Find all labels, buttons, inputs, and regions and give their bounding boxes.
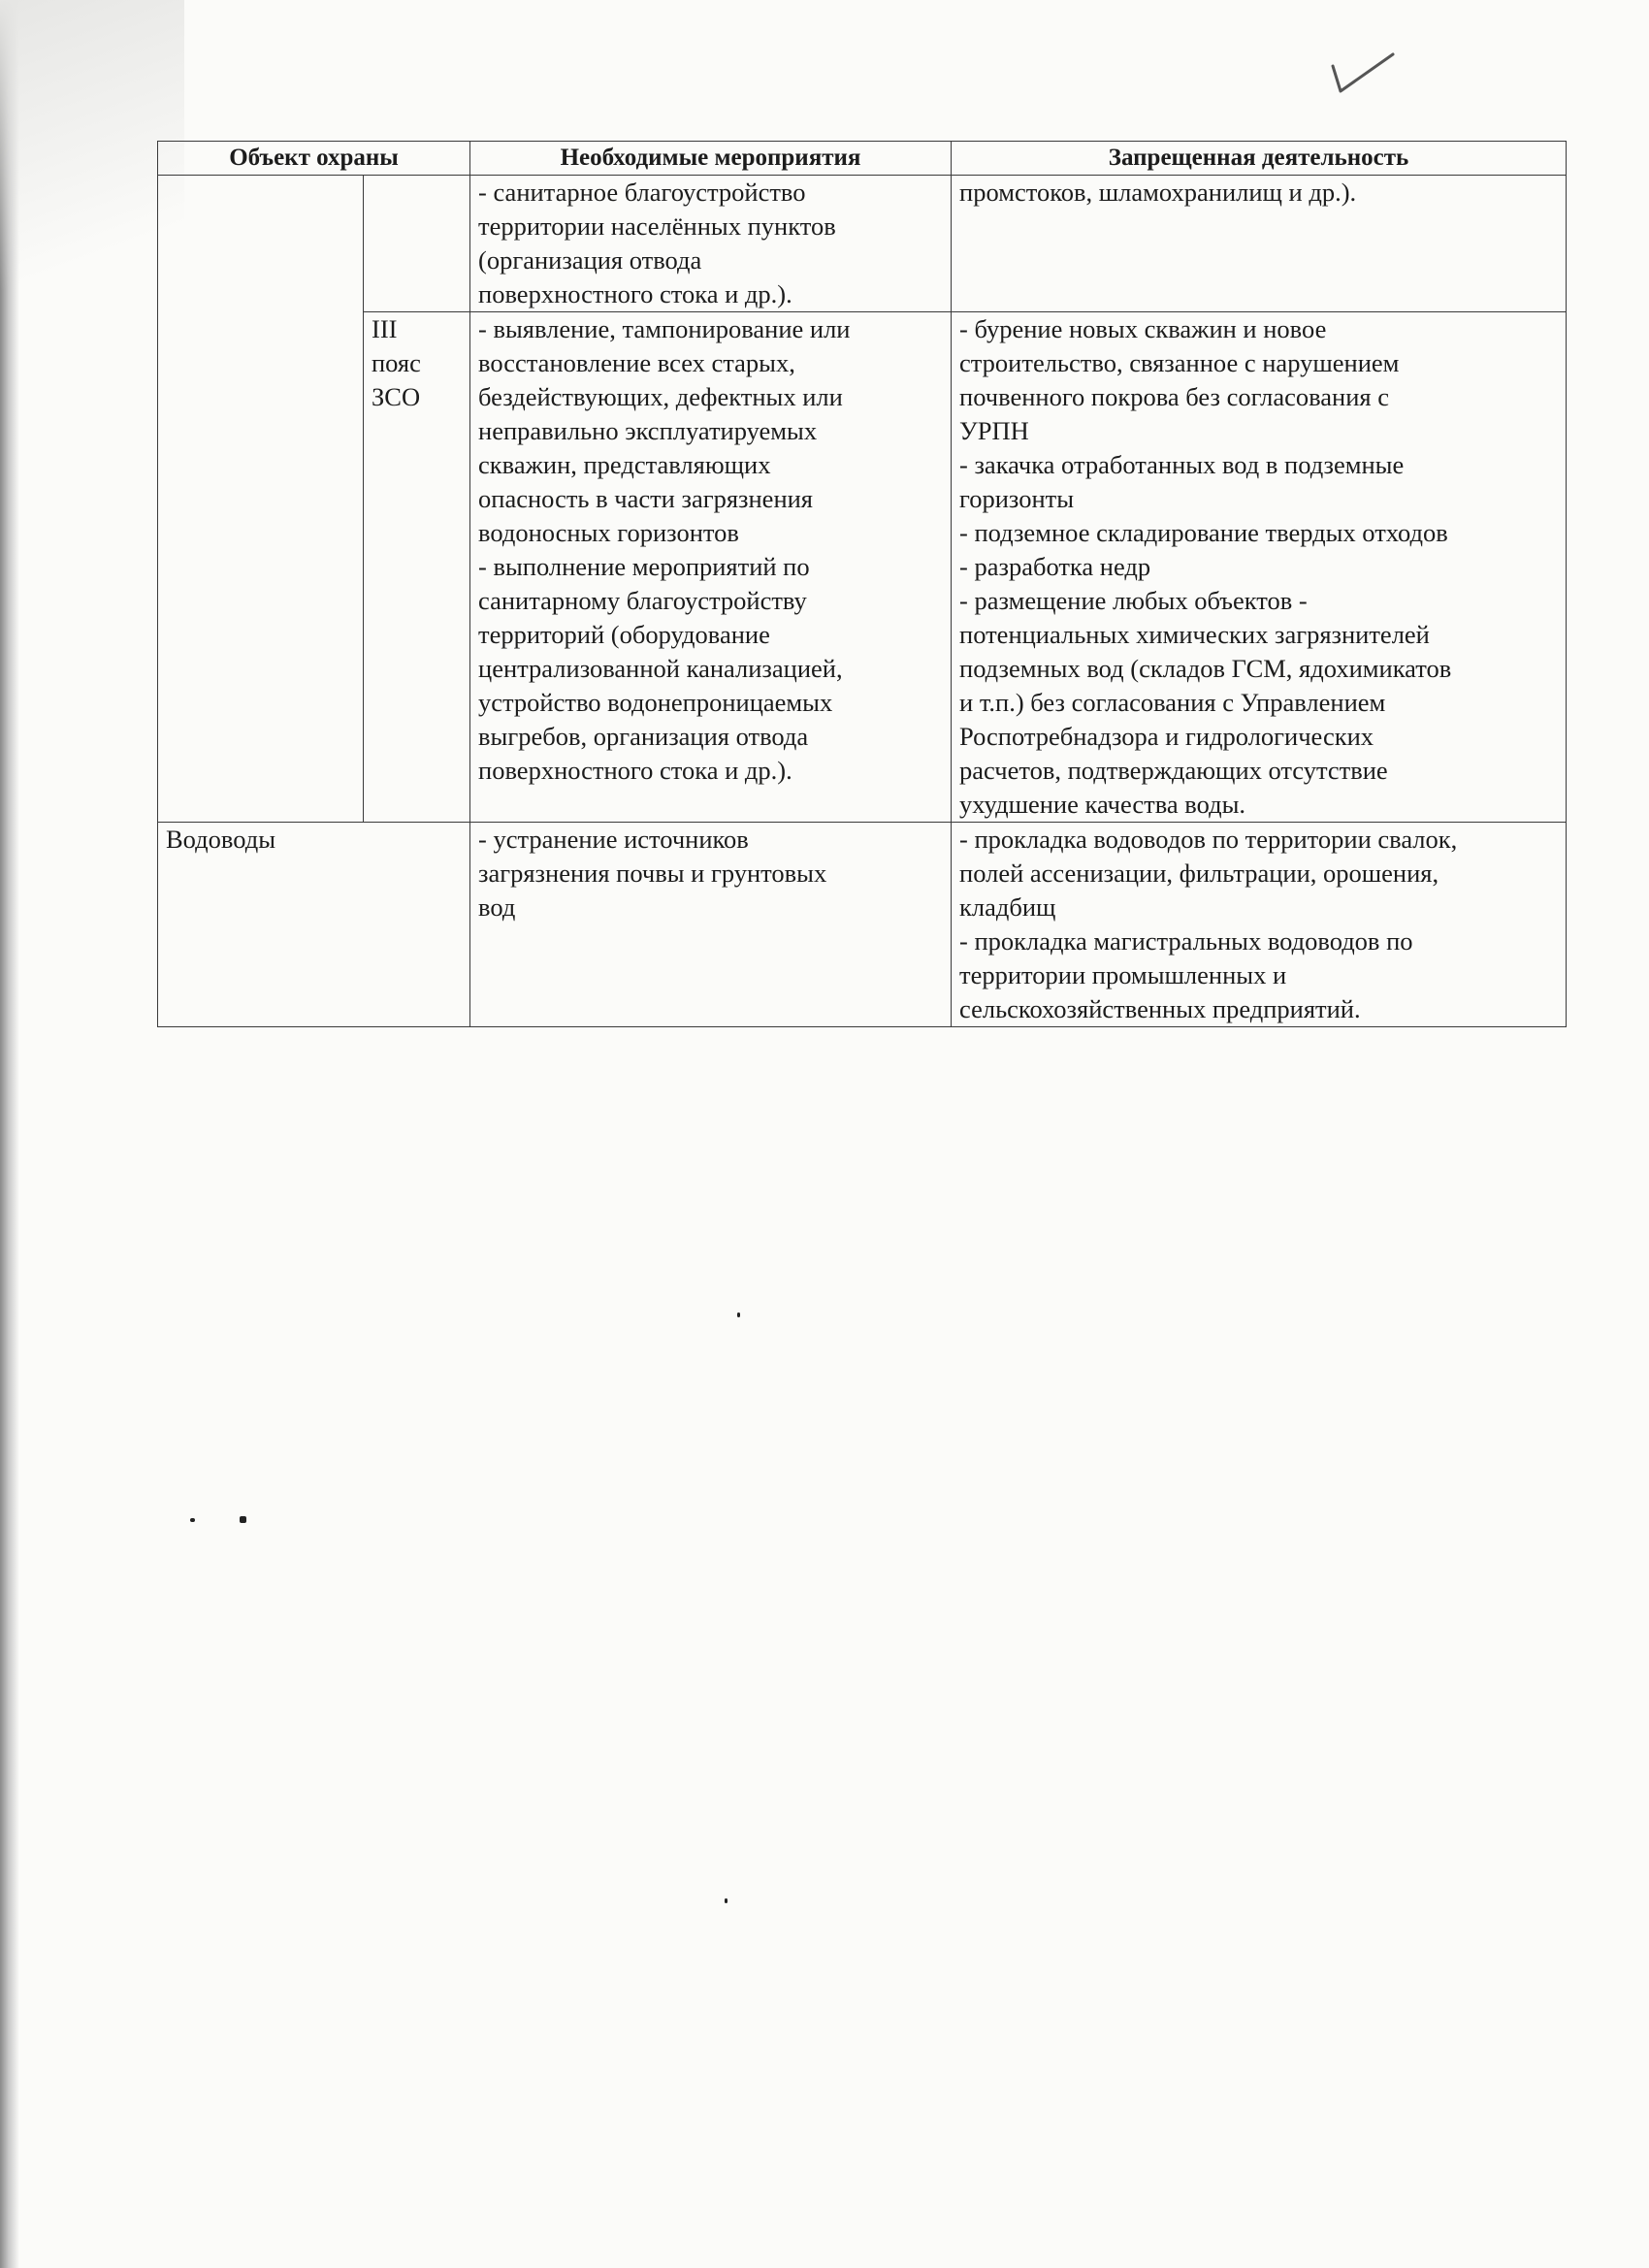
header-prohibited: Запрещенная деятельность bbox=[952, 142, 1567, 176]
scan-speck bbox=[737, 1312, 740, 1317]
scan-speck bbox=[190, 1518, 195, 1522]
table-row bbox=[158, 176, 1567, 312]
handwritten-check-mark bbox=[1329, 49, 1397, 97]
prohibited-cell: промстоков, шламохранилищ и др.). bbox=[952, 176, 1567, 312]
protection-zone-table bbox=[157, 141, 1567, 1027]
measures-cell: - санитарное благоустройство территории населённых пунктов (организация отвода поверхностного стока и др.). bbox=[470, 176, 952, 312]
table-row bbox=[158, 823, 1567, 1027]
object-cell: Водоводы bbox=[158, 823, 470, 1027]
zone-cell: III пояс ЗСО bbox=[364, 312, 470, 823]
prohibited-cell: - прокладка водоводов по территории свалок, полей ассенизации, фильтрации, орошения, кладбищ - прокладка магистральных водоводов по территории промышленных и сельскохозяйственных предприятий. bbox=[952, 823, 1567, 1027]
prohibited-cell: - бурение новых скважин и новое строительство, связанное с нарушением почвенного покрова без согласования с УРПН - закачка отработанных вод в подземные горизонты - подземное складирование твердых отходов - разработка недр - размещение любых объектов - потенциальных химических загрязнителей подземных вод (складов ГСМ, ядохимикатов и т.п.) без согласования с Управлением Роспотребнадзора и гидрологических расчетов, подтверждающих отсутствие ухудшение качества воды. bbox=[952, 312, 1567, 823]
scan-speck bbox=[725, 1898, 728, 1903]
header-measures: Необходимые мероприятия bbox=[470, 142, 952, 176]
scan-speck bbox=[240, 1516, 246, 1523]
measures-cell: - устранение источников загрязнения почвы и грунтовых вод bbox=[470, 823, 952, 1027]
measures-cell: - выявление, тампонирование или восстановление всех старых, бездействующих, дефектных или неправильно эксплуатируемых скважин, представляющих опасность в части загрязнения водоносных горизонтов - выполнение мероприятий по санитарному благоустройству территорий (оборудование централизованной канализацией, устройство водонепроницаемых выгребов, организация отвода поверхностного стока и др.). bbox=[470, 312, 952, 823]
table-header-row bbox=[158, 142, 1567, 176]
table-row bbox=[158, 312, 1567, 823]
header-object: Объект охраны bbox=[158, 142, 470, 176]
zone-cell bbox=[364, 176, 470, 312]
object-cell-empty bbox=[158, 176, 364, 823]
